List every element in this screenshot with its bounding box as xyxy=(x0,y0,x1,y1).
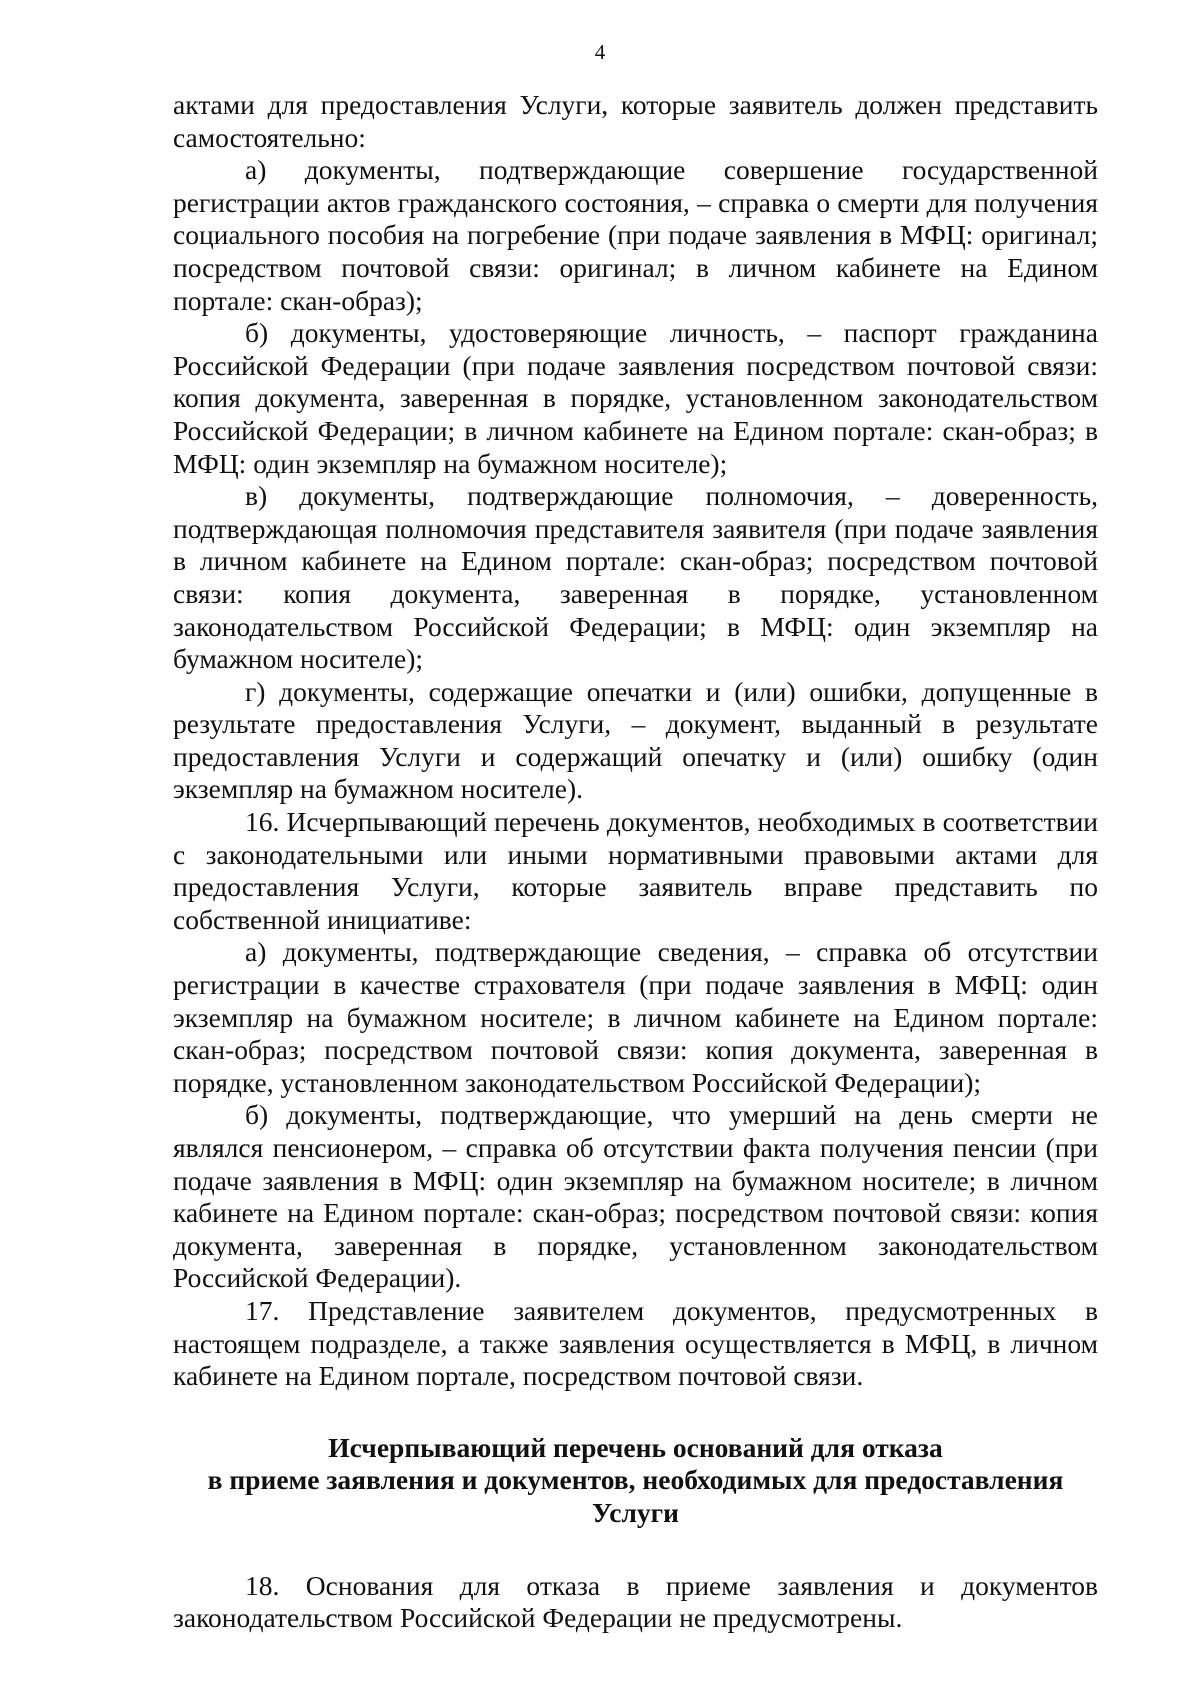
paragraph-item-b: б) документы, удостоверяющие личность, – паспорт гражданина Российской Федерации (при подаче заявления посредством почтовой связи: копия документа, заверенная в порядке, установленном законодательством Российской Федерации; в личном кабинете на Едином портале: скан-образ; в МФЦ: один экземпляр на бумажном носителе); xyxy=(173,317,1098,479)
paragraph-18: 18. Основания для отказа в приеме заявления и документов законодательством Российской Федерации не предусмотрены. xyxy=(173,1569,1098,1634)
section-heading-line-1: Исчерпывающий перечень оснований для отказа xyxy=(328,1431,943,1463)
page-number: 4 xyxy=(594,40,606,64)
paragraph-continuation: актами для предоставления Услуги, которые заявитель должен представить самостоятельно: xyxy=(173,89,1098,153)
paragraph-16-item-a: а) документы, подтверждающие сведения, – справка об отсутствии регистрации в качестве страхователя (при подаче заявления в МФЦ: один экземпляр на бумажном носителе; в личном кабинете на Едином портале: скан-образ; посредством почтовой связи: копия документа, заверенная в порядке, установленном законодательством Российской Федерации); xyxy=(173,936,1098,1098)
paragraph-16: 16. Исчерпывающий перечень документов, необходимых в соответствии с законодательными или иными нормативными правовыми актами для предоставления Услуги, которые заявитель вправе представить по собственной инициативе: xyxy=(173,806,1098,935)
section-heading-line-2: в приеме заявления и документов, необходимых для предоставления xyxy=(207,1464,1064,1496)
document-body xyxy=(173,89,1098,1635)
paragraph-16-item-b: б) документы, подтверждающие, что умерший на день смерти не являлся пенсионером, – справка об отсутствии факта получения пенсии (при подаче заявления в МФЦ: один экземпляр на бумажном носителе; в личном кабинете на Едином портале: скан-образ; посредством почтовой связи: копия документа, заверенная в порядке, установленном законодательством Российской Федерации). xyxy=(173,1099,1098,1294)
section-heading xyxy=(173,1432,1098,1530)
paragraph-item-a: а) документы, подтверждающие совершение государственной регистрации актов гражданского состояния, – справка о смерти для получения социального пособия на погребение (при подаче заявления в МФЦ: оригинал; посредством почтовой связи: оригинал; в личном кабинете на Едином портале: скан-образ); xyxy=(173,154,1098,316)
paragraph-17: 17. Представление заявителем документов, предусмотренных в настоящем подразделе, а также заявления осуществляется в МФЦ, в личном кабинете на Едином портале, посредством почтовой связи. xyxy=(173,1294,1098,1392)
section-heading-line-3: Услуги xyxy=(592,1496,679,1528)
paragraph-item-v: в) документы, подтверждающие полномочия, – доверенность, подтверждающая полномочия представителя заявителя (при подаче заявления в личном кабинете на Едином портале: скан-образ; посредством почтовой связи: копия документа, заверенная в порядке, установленном законодательством Российской Федерации; в МФЦ: один экземпляр на бумажном носителе); xyxy=(173,480,1098,675)
paragraph-item-g: г) документы, содержащие опечатки и (или) ошибки, допущенные в результате предоставления Услуги, – документ, выданный в результате предоставления Услуги и содержащий опечатку и (или) ошибку (один экземпляр на бумажном носителе). xyxy=(173,675,1098,805)
